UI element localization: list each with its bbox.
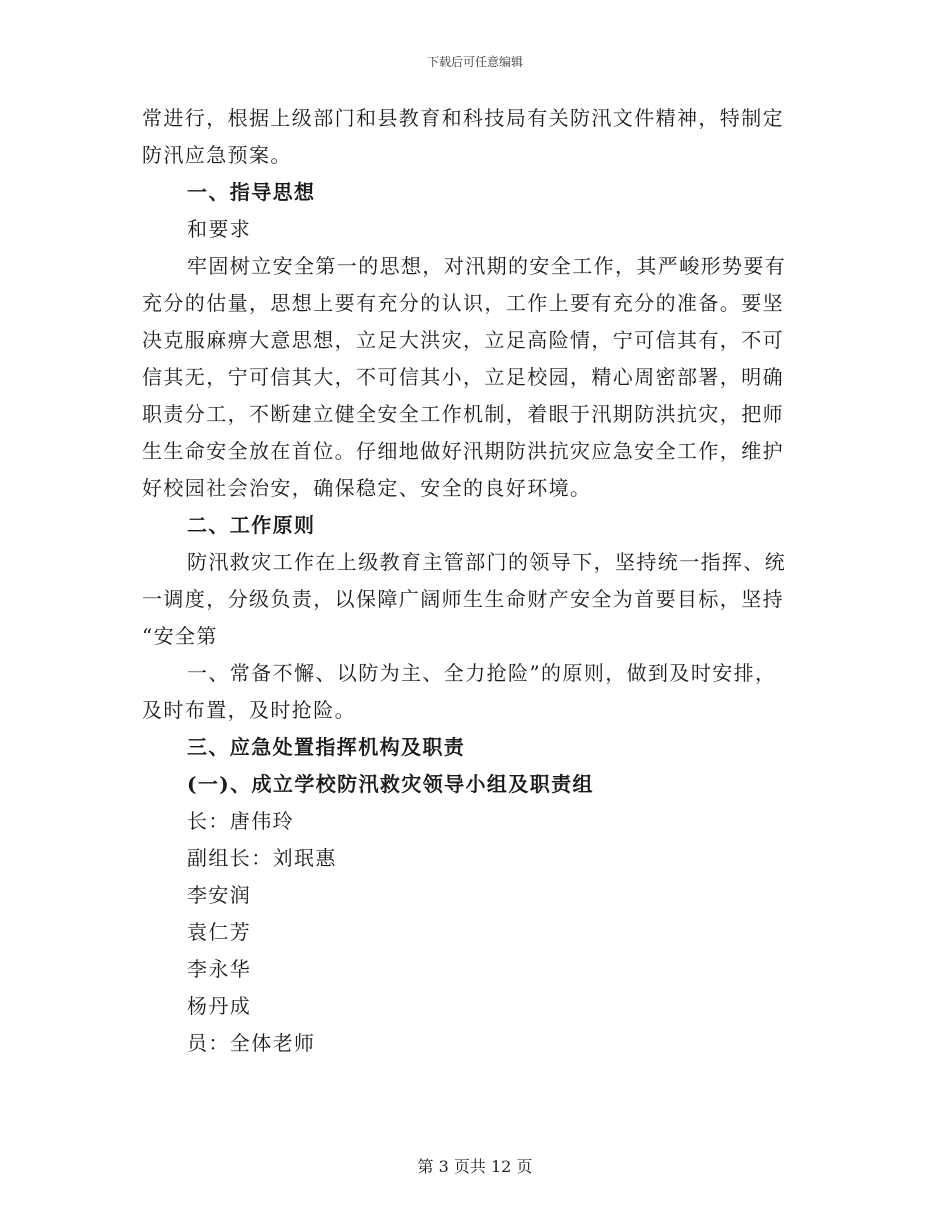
text-line: 防汛救灾工作在上级教育主管部门的领导下，坚持统一指挥、统 bbox=[187, 550, 787, 574]
text-line: 及时布置，及时抢险。 bbox=[142, 698, 356, 722]
text-line: 副组长：刘珉惠 bbox=[187, 846, 337, 870]
text-line: 长：唐伟玲 bbox=[187, 809, 294, 833]
text-line: 好校园社会治安，确保稳定、安全的良好环境。 bbox=[142, 476, 592, 500]
text-line: 李安润 bbox=[187, 883, 252, 907]
text-line: 牢固树立安全第一的思想，对汛期的安全工作，其严峻形势要有 bbox=[187, 254, 787, 278]
page-header: 下载后可任意编辑 bbox=[426, 55, 523, 69]
text-line: 杨丹成 bbox=[187, 994, 252, 1018]
text-line: 职责分工，不断建立健全安全工作机制，着眼于汛期防洪抗灾，把师 bbox=[142, 402, 784, 426]
text-line: 信其无，宁可信其大，不可信其小，立足校园，精心周密部署，明确 bbox=[142, 365, 784, 389]
text-line: 防汛应急预案。 bbox=[142, 143, 292, 167]
text-line: “安全第 bbox=[142, 624, 218, 648]
section-heading: 一、指导思想 bbox=[187, 180, 316, 204]
text-line: 常进行，根据上级部门和县教育和科技局有关防汛文件精神，特制定 bbox=[142, 106, 784, 130]
text-line: 李永华 bbox=[187, 957, 252, 981]
section-heading: (一)、成立学校防汛救灾领导小组及职责组 bbox=[187, 772, 594, 796]
text-line: 充分的估量，思想上要有充分的认识，工作上要有充分的准备。要坚 bbox=[142, 291, 784, 315]
section-heading: 二、工作原则 bbox=[187, 513, 316, 537]
text-line: 员：全体老师 bbox=[187, 1031, 316, 1055]
section-heading: 三、应急处置指挥机构及职责 bbox=[187, 735, 466, 759]
text-line: 一、常备不懈、以防为主、全力抢险”的原则，做到及时安排， bbox=[187, 661, 777, 685]
text-line: 生生命安全放在首位。仔细地做好汛期防洪抗灾应急安全工作，维护 bbox=[142, 439, 784, 463]
text-line: 一调度，分级负责，以保障广阔师生生命财产安全为首要目标，坚持 bbox=[142, 587, 784, 611]
page-footer: 第 3 页共 12 页 bbox=[417, 1157, 533, 1176]
text-line: 袁仁芳 bbox=[187, 920, 252, 944]
text-line: 决克服麻痹大意思想，立足大洪灾，立足高险情，宁可信其有，不可 bbox=[142, 328, 784, 352]
text-line: 和要求 bbox=[187, 217, 252, 241]
document-body bbox=[142, 100, 810, 1062]
